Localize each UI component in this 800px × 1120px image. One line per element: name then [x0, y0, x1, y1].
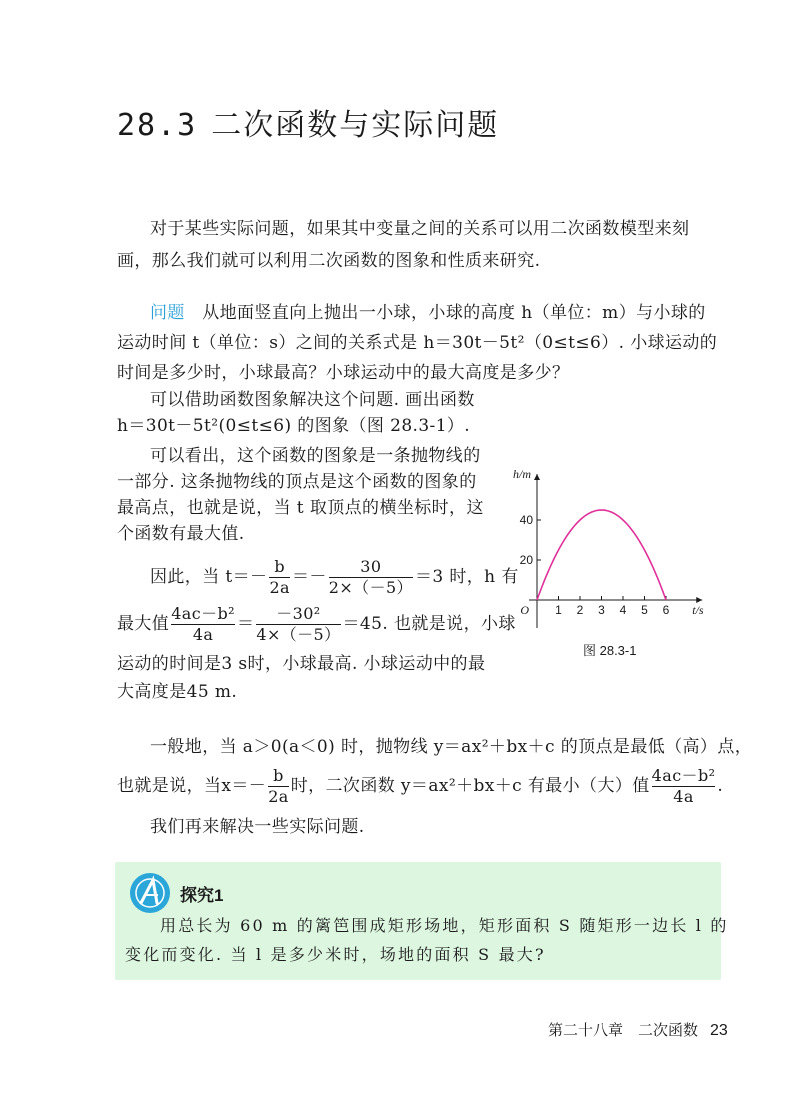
x-tick-label: 4	[619, 603, 627, 617]
solution-text: ＝－	[291, 567, 327, 587]
fraction-numerator: 4ac－b²	[171, 604, 235, 623]
solution-line-5: 最高点，也就是说，当 t 取顶点的横坐标时，这	[117, 498, 484, 518]
parabola-curve	[537, 510, 666, 600]
fraction-numerator: 4ac－b²	[651, 766, 716, 785]
general-line-3: 我们再来解决一些实际问题.	[150, 817, 365, 837]
fraction	[652, 766, 716, 807]
fraction	[171, 604, 235, 645]
footer-chapter: 第二十八章 二次函数	[548, 1021, 699, 1039]
fraction-numerator: b	[274, 557, 286, 576]
solution-text: 最大值	[117, 614, 170, 634]
solution-line-6: 个函数有最大值.	[117, 524, 245, 544]
general-line-2	[117, 764, 723, 808]
section-title	[117, 100, 499, 144]
x-tick-label: 5	[641, 603, 648, 617]
explore-line-2: 变化而变化. 当 l 是多少米时，场地的面积 S 最大?	[125, 945, 546, 964]
solution-line-1: 可以借助函数图象解决这个问题. 画出函数	[150, 390, 475, 410]
y-tick-label: 40	[519, 513, 533, 527]
problem-label: 问题	[150, 303, 185, 322]
general-text: 也就是说，当x＝－	[117, 776, 267, 796]
fraction	[256, 604, 340, 645]
x-tick-label: 1	[555, 603, 562, 617]
solution-line-4: 一部分. 这条抛物线的顶点是这个函数的图象的	[117, 472, 477, 492]
origin-label: O	[520, 603, 529, 617]
solution-line-10: 大高度是45 m.	[117, 682, 238, 702]
general-text: 时，二次函数 y＝ax²＋bx＋c 有最小（大）值	[290, 776, 650, 796]
solution-text: ＝45. 也就是说，小球	[342, 614, 516, 634]
section-number: 28.3	[117, 108, 198, 143]
intro-line-2: 画，那么我们就可以利用二次函数的图象和性质来研究.	[117, 251, 541, 271]
solution-line-2: h＝30t－5t²(0≤t≤6) 的图象（图 28.3-1）.	[117, 416, 471, 436]
fraction-denominator: 2a	[268, 787, 289, 806]
general-line-1: 一般地，当 a＞0(a＜0) 时，抛物线 y＝ax²＋bx＋c 的顶点是最低（高）点，	[150, 737, 753, 757]
fraction-denominator: 4a	[652, 786, 716, 807]
x-tick-label: 3	[598, 603, 605, 617]
fraction	[329, 557, 413, 598]
problem-line-1	[150, 302, 706, 324]
x-tick-label: 2	[576, 603, 584, 617]
y-axis-label: h/m	[513, 467, 531, 481]
section-title-text: 二次函数与实际问题	[211, 108, 500, 143]
general-text: .	[717, 776, 724, 796]
fraction-denominator: 2a	[269, 578, 290, 597]
page-number: 23	[710, 1022, 728, 1039]
solution-line-9: 运动的时间是3 s时，小球最高. 小球运动中的最	[117, 654, 486, 674]
fraction-numerator: －30²	[276, 604, 321, 623]
fraction-denominator: 2×（－5）	[328, 578, 413, 597]
fraction-numerator: b	[273, 766, 284, 785]
solution-line-7	[150, 555, 519, 599]
page-footer	[548, 1019, 728, 1040]
solution-line-3: 可以看出，这个函数的图象是一条抛物线的	[150, 446, 481, 466]
solution-text: 因此，当 t＝－	[150, 567, 268, 587]
y-axis-arrow	[534, 474, 540, 480]
fraction	[268, 766, 289, 807]
parabola-chart	[512, 460, 727, 630]
solution-text: ＝	[236, 614, 255, 634]
explore-title: 探究1	[180, 886, 224, 905]
problem-line-3: 时间是多少时，小球最高？小球运动中的最大高度是多少？	[117, 363, 570, 383]
solution-text: ＝3 时，h 有	[414, 567, 519, 587]
problem-line-2: 运动时间 t（单位：s）之间的关系式是 h＝30t－5t²（0≤t≤6）. 小球运动的	[117, 333, 718, 353]
fraction-denominator: 4×（－5）	[256, 625, 341, 644]
x-axis-label: t/s	[692, 603, 704, 617]
fraction	[269, 557, 290, 598]
x-tick-label: 6	[662, 603, 670, 617]
fraction-numerator: 30	[360, 557, 382, 576]
problem-text: 从地面竖直向上抛出一小球，小球的高度 h（单位：m）与小球的	[202, 303, 706, 323]
fraction-denominator: 4a	[171, 624, 235, 645]
y-tick-label: 20	[519, 553, 533, 567]
explore-line-1: 用总长为 60 m 的篱笆围成矩形场地，矩形面积 S 随矩形一边长 l 的	[160, 916, 729, 935]
explore-icon	[128, 871, 172, 915]
intro-line-1: 对于某些实际问题，如果其中变量之间的关系可以用二次函数模型来刻	[150, 219, 690, 239]
figure-caption: 图 28.3-1	[583, 643, 637, 658]
solution-line-8	[117, 602, 516, 646]
